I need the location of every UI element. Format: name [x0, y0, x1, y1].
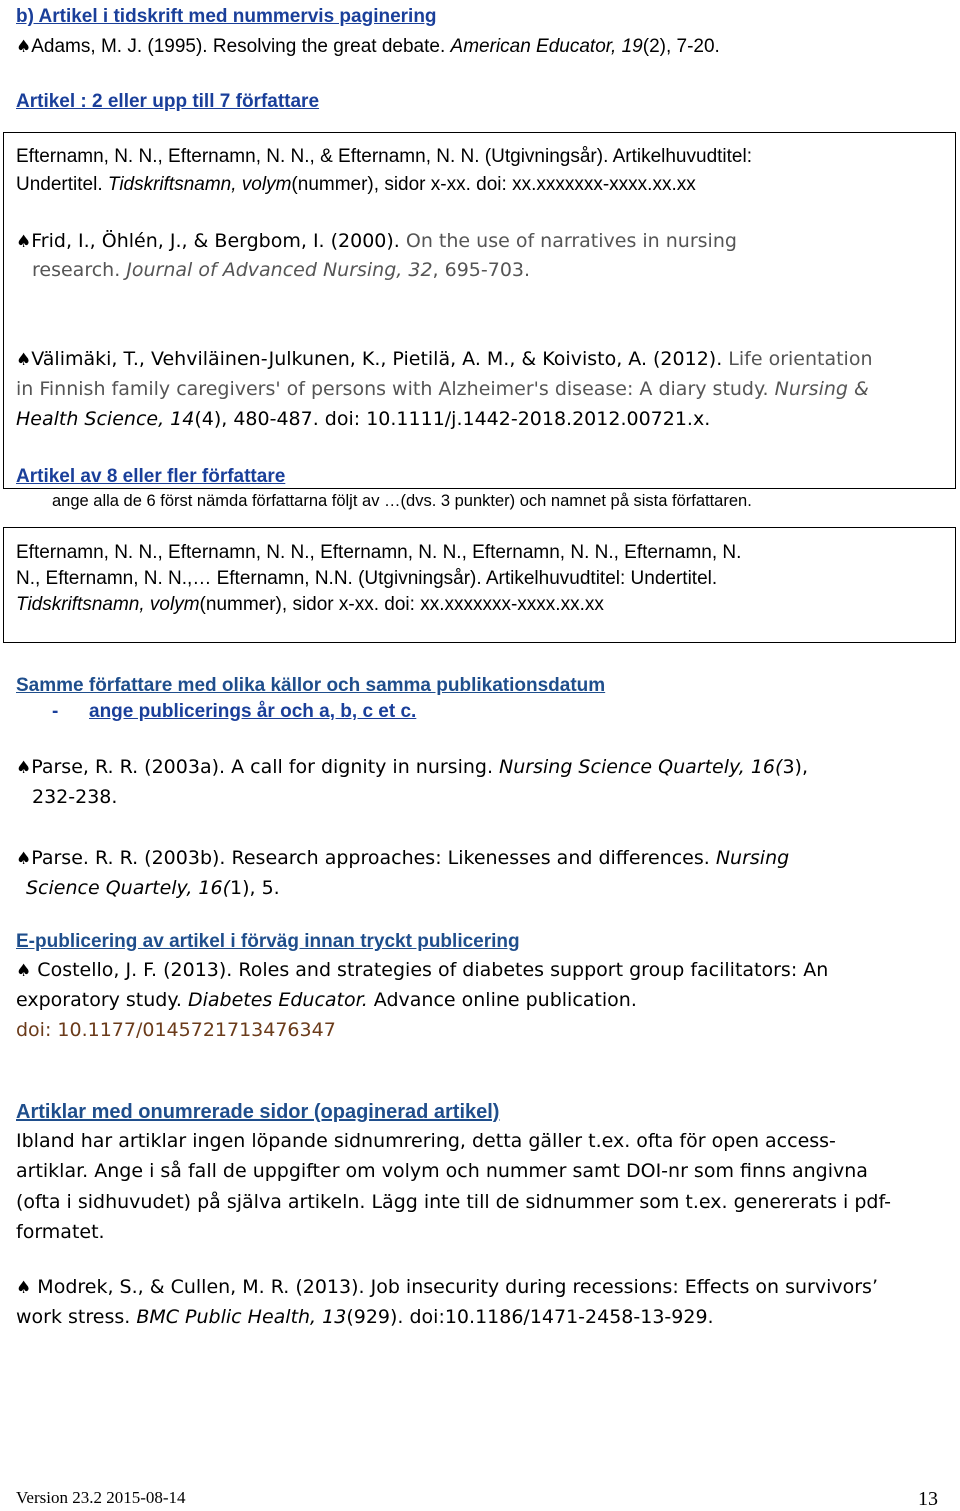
dash-marker: -: [52, 701, 59, 722]
paragraph-line-1: Ibland har artiklar ingen löpande sidnumrering, detta gäller t.ex. ofta för open access-: [16, 1130, 836, 1152]
template-8-line-3: Tidskriftsnamn, volym(nummer), sidor x-xx. doi: xx.xxxxxxx-xxxx.xx.xx: [16, 594, 604, 615]
reference-modrek-line-2: work stress. BMC Public Health, 13(929). doi:10.1186/1471-2458-13-929.: [16, 1306, 714, 1328]
reference-costello-line-2: exporatory study. Diabetes Educator. Advance online publication.: [16, 989, 637, 1011]
reference-frid-line-2: research. Journal of Advanced Nursing, 32, 695-703.: [32, 259, 531, 281]
heading-8-plus-authors: Artikel av 8 eller fler författare: [16, 466, 286, 487]
paragraph-line-3: (ofta i sidhuvudet) på själva artikeln. Lägg inte till de sidnummer som t.ex. genererats i pdf-: [16, 1191, 891, 1213]
spade-icon: ♠: [16, 37, 32, 57]
spade-icon: ♠: [16, 1278, 32, 1298]
reference-costello-line-1: ♠ Costello, J. F. (2013). Roles and strategies of diabetes support group facilitators: An: [16, 959, 829, 981]
note-8-plus-authors: ange alla de 6 först nämda författarna följt av …(dvs. 3 punkter) och namnet på sista författaren.: [52, 492, 752, 510]
heading-2-to-7-authors: Artikel : 2 eller upp till 7 författare: [16, 91, 320, 112]
reference-valimaki-line-3: Health Science, 14(4), 480-487. doi: 10.1111/j.1442-2018.2012.00721.x.: [16, 408, 711, 430]
footer-version: Version 23.2 2015-08-14: [16, 1488, 186, 1507]
heading-epub: E-publicering av artikel i förväg innan tryckt publicering: [16, 931, 520, 952]
reference-parse-b-line-2: Science Quartely, 16(1), 5.: [26, 877, 280, 899]
heading-unnumbered: Artiklar med onumrerade sidor (opaginerad artikel): [16, 1101, 500, 1123]
reference-adams: ♠Adams, M. J. (1995). Resolving the great debate. American Educator, 19(2), 7-20.: [16, 36, 720, 57]
reference-valimaki-line-1: ♠Välimäki, T., Vehviläinen-Julkunen, K., Pietilä, A. M., & Koivisto, A. (2012). Life orientation: [16, 348, 873, 370]
reference-parse-a-line-1: ♠Parse, R. R. (2003a). A call for dignity in nursing. Nursing Science Quartely, 16(3),: [16, 756, 808, 778]
spade-icon: ♠: [16, 961, 32, 981]
template-line-2: Undertitel. Tidskriftsnamn, volym(nummer), sidor x-xx. doi: xx.xxxxxxx-xxxx.xx.xx: [16, 174, 696, 195]
spade-icon: ♠: [16, 350, 32, 370]
spade-icon: ♠: [16, 758, 32, 778]
reference-costello-doi: doi: 10.1177/0145721713476347: [16, 1019, 336, 1041]
template-line-1: Efternamn, N. N., Efternamn, N. N., & Efternamn, N. N. (Utgivningsår). Artikelhuvudtitel:: [16, 146, 752, 167]
reference-parse-b-line-1: ♠Parse. R. R. (2003b). Research approaches: Likenesses and differences. Nursing: [16, 847, 790, 869]
heading-numbered-pagination: b) Artikel i tidskrift med nummervis paginering: [16, 6, 437, 27]
reference-frid-line-1: ♠Frid, I., Öhlén, J., & Bergbom, I. (2000). On the use of narratives in nursing: [16, 230, 737, 252]
page-number: 13: [918, 1488, 938, 1510]
reference-modrek-line-1: ♠ Modrek, S., & Cullen, M. R. (2013). Job insecurity during recessions: Effects on survivors’: [16, 1276, 878, 1298]
spade-icon: ♠: [16, 849, 32, 869]
reference-parse-a-line-2: 232-238.: [32, 786, 118, 808]
reference-valimaki-line-2: in Finnish family caregivers' of persons with Alzheimer's disease: A diary study. Nursing &: [16, 378, 869, 400]
subheading-year-letters: ange publicerings år och a, b, c et c.: [89, 701, 417, 722]
heading-same-author: Samme författare med olika källor och samma publikationsdatum: [16, 675, 606, 696]
template-8-line-2: N., Efternamn, N. N.,… Efternamn, N.N. (Utgivningsår). Artikelhuvudtitel: Undertitel.: [16, 568, 718, 589]
template-8-line-1: Efternamn, N. N., Efternamn, N. N., Efternamn, N. N., Efternamn, N. N., Efternamn, N.: [16, 542, 742, 563]
paragraph-line-4: formatet.: [16, 1221, 105, 1243]
spade-icon: ♠: [16, 232, 32, 252]
paragraph-line-2: artiklar. Ange i så fall de uppgifter om volym och nummer samt DOI-nr som finns angivna: [16, 1160, 868, 1182]
